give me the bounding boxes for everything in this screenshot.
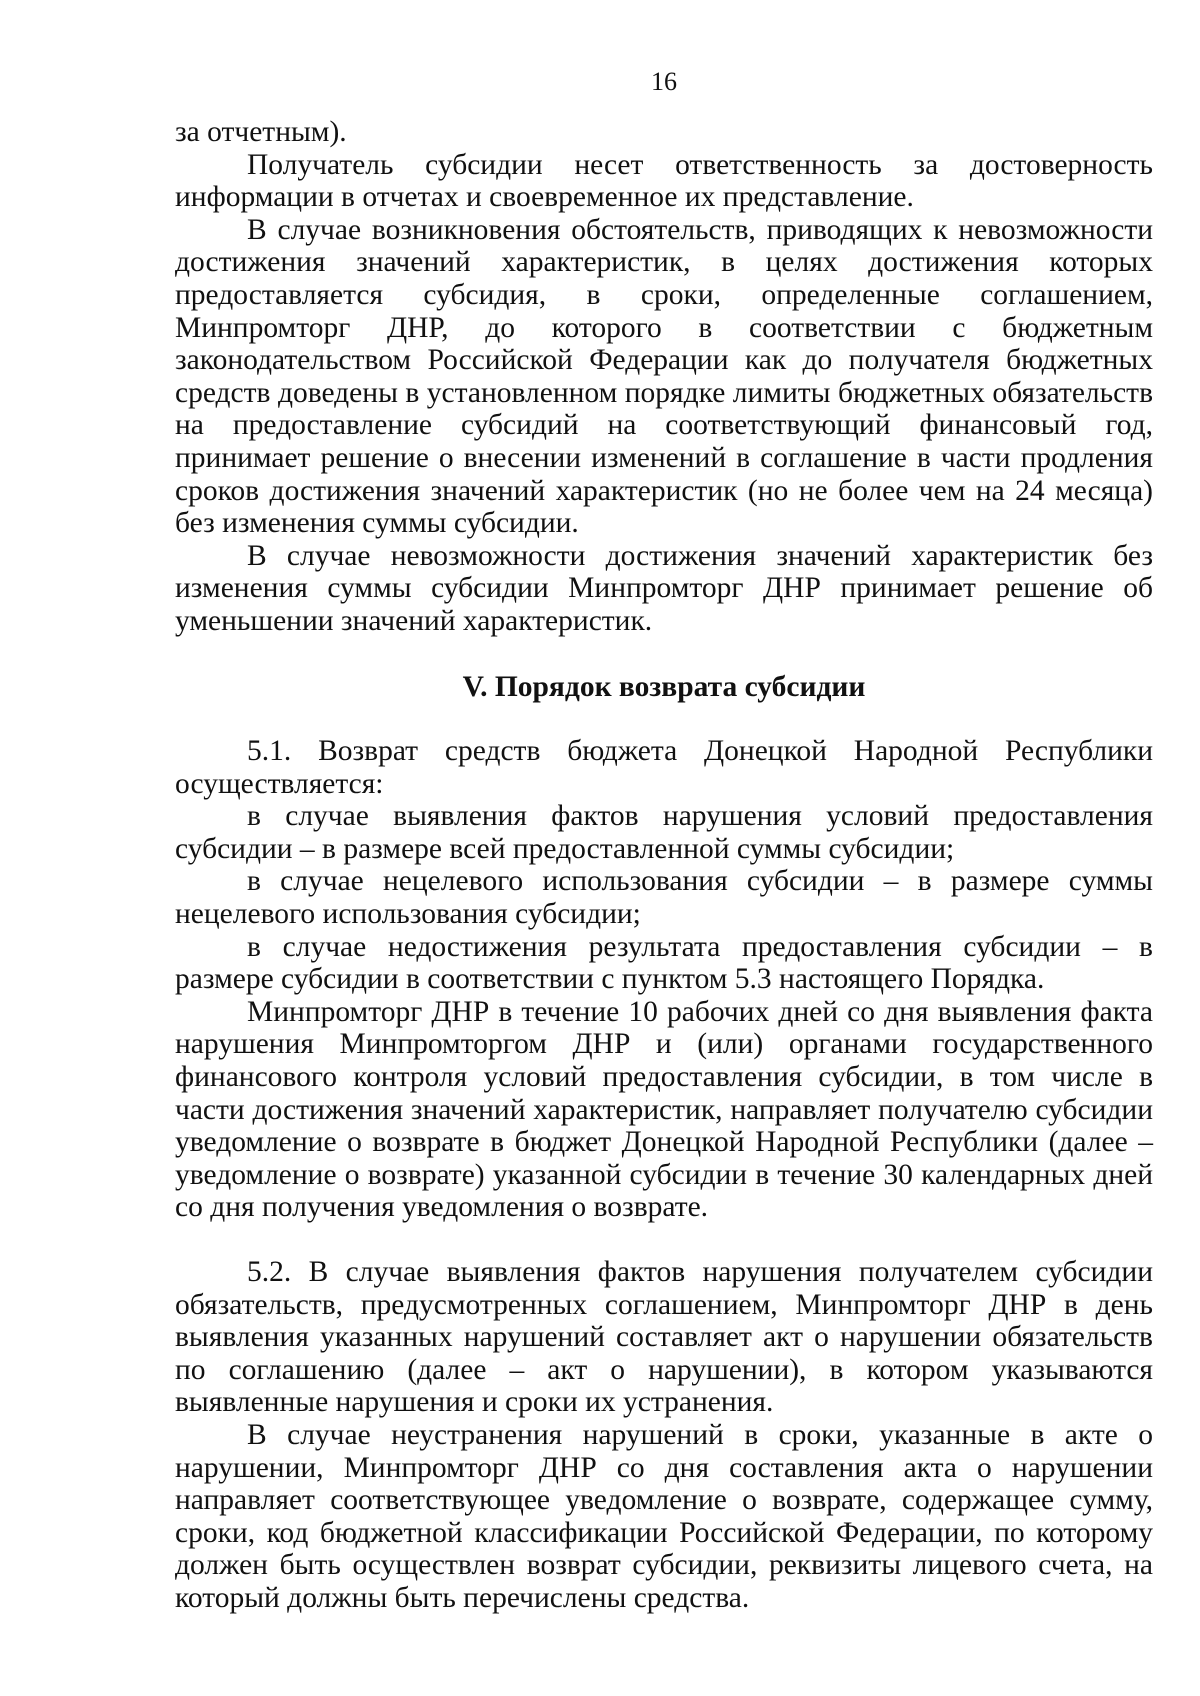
clause-5-2-non-elimination: В случае неустранения нарушений в сроки, указанные в акте о нарушении, Минпромторг ДНР со дня составления акта о нарушении направляет соответствующее уведомление о возврате, содержащее сумму, сроки, код бюджетной классификации Российской Федерации, по которому должен быть осуществлен возврат субсидии, реквизиты лицевого счета, на который должны быть перечислены средства. xyxy=(175,1418,1153,1614)
paragraph-responsibility: Получатель субсидии несет ответственность за достоверность информации в отчетах и своевременное их представление. xyxy=(175,148,1153,214)
clause-5-1-item-nonachievement: в случае недостижения результата предоставления субсидии – в размере субсидии в соответствии с пунктом 5.3 настоящего Порядка. xyxy=(175,930,1153,996)
page-number: 16 xyxy=(651,67,677,96)
paragraph-circumstances: В случае возникновения обстоятельств, приводящих к невозможности достижения значений характеристик, в целях достижения которых предоставляется субсидия, в сроки, определенные соглашением, Минпромторг ДНР, до которого в соответствии с бюджетным законодательством Российской Федерации как до получателя бюджетных средств доведены в установленном порядке лимиты бюджетных обязательств на предоставление субсидий на соответствующий финансовый год, принимает решение о внесении изменений в соглашение в части продления сроков достижения значений характеристик (но не более чем на 24 месяца) без изменения суммы субсидии. xyxy=(175,213,1153,540)
paragraph-gap xyxy=(175,1224,1153,1256)
section-title: V. Порядок возврата субсидии xyxy=(462,670,866,703)
clause-5-1-item-misuse: в случае нецелевого использования субсидии – в размере суммы нецелевого использования субсидии; xyxy=(175,865,1153,931)
document-body xyxy=(175,116,1153,1615)
clause-5-1-item-violation: в случае выявления фактов нарушения условий предоставления субсидии – в размере всей предоставленной суммы субсидии; xyxy=(175,800,1153,865)
clause-5-1-intro: 5.1. Возврат средств бюджета Донецкой Народной Республики осуществляется: xyxy=(175,735,1153,800)
paragraph-continuation: за отчетным). xyxy=(175,116,347,148)
paragraph-impossibility: В случае невозможности достижения значений характеристик без изменения суммы субсидии Минпромторг ДНР принимает решение об уменьшении значений характеристик. xyxy=(175,539,1153,637)
clause-5-1-notice: Минпромторг ДНР в течение 10 рабочих дней со дня выявления факта нарушения Минпромторгом ДНР и (или) органами государственного финансового контроля условий предоставления субсидии, в том числе в части достижения значений характеристик, направляет получателю субсидии уведомление о возврате в бюджет Донецкой Народной Республики (далее – уведомление о возврате) указанной субсидии в течение 30 календарных дней со дня получения уведомления о возврате. xyxy=(175,995,1153,1224)
clause-5-2-intro: 5.2. В случае выявления фактов нарушения получателем субсидии обязательств, предусмотренных соглашением, Минпромторг ДНР в день выявления указанных нарушений составляет акт о нарушении обязательств по соглашению (далее – акт о нарушении), в котором указываются выявленные нарушения и сроки их устранения. xyxy=(175,1256,1153,1419)
